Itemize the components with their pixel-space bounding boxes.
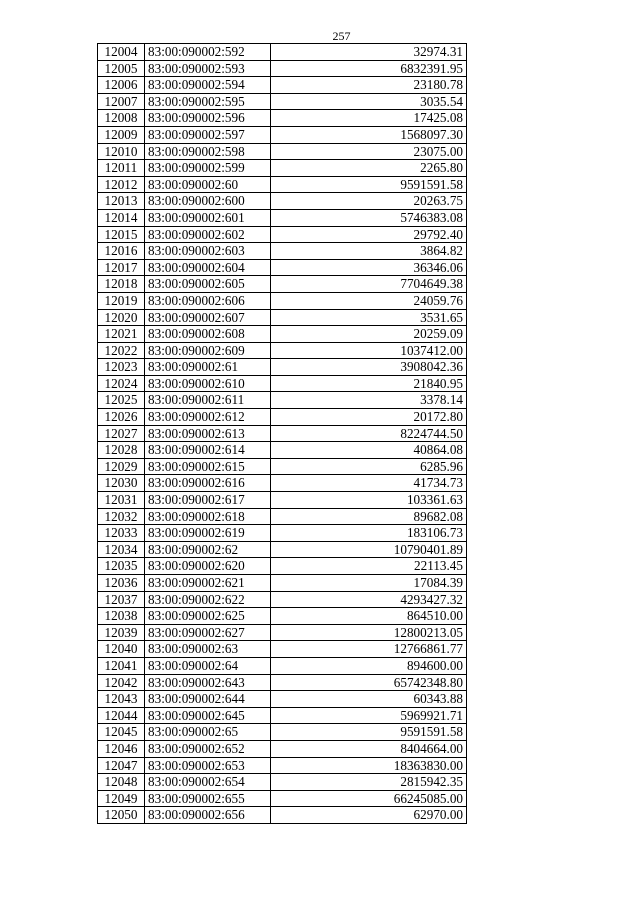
table-row (98, 209, 467, 226)
cadastral-number-cell: 83:00:090002:594 (145, 77, 271, 94)
row-number-cell: 12025 (98, 392, 145, 409)
row-number-cell: 12034 (98, 541, 145, 558)
table-row (98, 525, 467, 542)
cadastral-number-cell: 83:00:090002:613 (145, 425, 271, 442)
table-row (98, 292, 467, 309)
cadastral-value-cell: 17425.08 (271, 110, 467, 127)
table-row (98, 608, 467, 625)
cadastral-value-cell: 62970.00 (271, 807, 467, 824)
table-row (98, 691, 467, 708)
table-row (98, 259, 467, 276)
table-row (98, 475, 467, 492)
cadastral-number-cell: 83:00:090002:592 (145, 44, 271, 61)
row-number-cell: 12030 (98, 475, 145, 492)
row-number-cell: 12033 (98, 525, 145, 542)
table-row (98, 342, 467, 359)
cadastral-number-cell: 83:00:090002:598 (145, 143, 271, 160)
table-row (98, 176, 467, 193)
row-number-cell: 12037 (98, 591, 145, 608)
cadastral-value-cell: 40864.08 (271, 442, 467, 459)
table-row (98, 93, 467, 110)
cadastral-number-cell: 83:00:090002:653 (145, 757, 271, 774)
table-row (98, 326, 467, 343)
cadastral-value-cell: 29792.40 (271, 226, 467, 243)
cadastral-value-cell: 21840.95 (271, 375, 467, 392)
cadastral-value-cell: 9591591.58 (271, 176, 467, 193)
row-number-cell: 12038 (98, 608, 145, 625)
row-number-cell: 12006 (98, 77, 145, 94)
table-row (98, 740, 467, 757)
table-body (98, 44, 467, 824)
cadastral-number-cell: 83:00:090002:604 (145, 259, 271, 276)
row-number-cell: 12035 (98, 558, 145, 575)
table-row (98, 309, 467, 326)
row-number-cell: 12022 (98, 342, 145, 359)
table-row (98, 60, 467, 77)
table-row (98, 807, 467, 824)
table-row (98, 392, 467, 409)
cadastral-value-cell: 12800213.05 (271, 624, 467, 641)
row-number-cell: 12010 (98, 143, 145, 160)
table-row (98, 425, 467, 442)
row-number-cell: 12026 (98, 409, 145, 426)
cadastral-value-cell: 24059.76 (271, 292, 467, 309)
cadastral-number-cell: 83:00:090002:65 (145, 724, 271, 741)
row-number-cell: 12020 (98, 309, 145, 326)
cadastral-number-cell: 83:00:090002:616 (145, 475, 271, 492)
row-number-cell: 12011 (98, 160, 145, 177)
row-number-cell: 12047 (98, 757, 145, 774)
cadastral-number-cell: 83:00:090002:597 (145, 126, 271, 143)
table-row (98, 724, 467, 741)
cadastral-number-cell: 83:00:090002:619 (145, 525, 271, 542)
cadastral-number-cell: 83:00:090002:620 (145, 558, 271, 575)
row-number-cell: 12027 (98, 425, 145, 442)
cadastral-number-cell: 83:00:090002:615 (145, 458, 271, 475)
row-number-cell: 12042 (98, 674, 145, 691)
cadastral-number-cell: 83:00:090002:596 (145, 110, 271, 127)
cadastral-value-cell: 1037412.00 (271, 342, 467, 359)
table-row (98, 110, 467, 127)
row-number-cell: 12018 (98, 276, 145, 293)
table-row (98, 143, 467, 160)
row-number-cell: 12039 (98, 624, 145, 641)
cadastral-value-cell: 3908042.36 (271, 359, 467, 376)
cadastral-number-cell: 83:00:090002:63 (145, 641, 271, 658)
table-row (98, 442, 467, 459)
table-row (98, 624, 467, 641)
table-row (98, 591, 467, 608)
table-row (98, 657, 467, 674)
cadastral-number-cell: 83:00:090002:654 (145, 774, 271, 791)
cadastral-value-cell: 9591591.58 (271, 724, 467, 741)
table-row (98, 375, 467, 392)
row-number-cell: 12007 (98, 93, 145, 110)
cadastral-value-cell: 2815942.35 (271, 774, 467, 791)
row-number-cell: 12021 (98, 326, 145, 343)
cadastral-number-cell: 83:00:090002:605 (145, 276, 271, 293)
table-row (98, 44, 467, 61)
row-number-cell: 12009 (98, 126, 145, 143)
cadastral-number-cell: 83:00:090002:645 (145, 707, 271, 724)
cadastral-value-cell: 23180.78 (271, 77, 467, 94)
row-number-cell: 12017 (98, 259, 145, 276)
table-row (98, 575, 467, 592)
cadastral-number-cell: 83:00:090002:612 (145, 409, 271, 426)
cadastral-number-cell: 83:00:090002:609 (145, 342, 271, 359)
row-number-cell: 12036 (98, 575, 145, 592)
row-number-cell: 12043 (98, 691, 145, 708)
cadastral-number-cell: 83:00:090002:625 (145, 608, 271, 625)
table-row (98, 707, 467, 724)
table-row (98, 674, 467, 691)
cadastral-number-cell: 83:00:090002:595 (145, 93, 271, 110)
cadastral-value-table (97, 43, 467, 824)
cadastral-value-cell: 41734.73 (271, 475, 467, 492)
row-number-cell: 12023 (98, 359, 145, 376)
table-row (98, 641, 467, 658)
cadastral-value-cell: 32974.31 (271, 44, 467, 61)
cadastral-number-cell: 83:00:090002:611 (145, 392, 271, 409)
cadastral-number-cell: 83:00:090002:60 (145, 176, 271, 193)
cadastral-number-cell: 83:00:090002:652 (145, 740, 271, 757)
row-number-cell: 12048 (98, 774, 145, 791)
table-row (98, 409, 467, 426)
row-number-cell: 12028 (98, 442, 145, 459)
cadastral-value-cell: 20259.09 (271, 326, 467, 343)
cadastral-value-cell: 5746383.08 (271, 209, 467, 226)
row-number-cell: 12029 (98, 458, 145, 475)
cadastral-value-cell: 8404664.00 (271, 740, 467, 757)
cadastral-value-cell: 7704649.38 (271, 276, 467, 293)
cadastral-number-cell: 83:00:090002:599 (145, 160, 271, 177)
row-number-cell: 12046 (98, 740, 145, 757)
cadastral-value-cell: 3035.54 (271, 93, 467, 110)
row-number-cell: 12016 (98, 243, 145, 260)
cadastral-number-cell: 83:00:090002:603 (145, 243, 271, 260)
cadastral-value-cell: 17084.39 (271, 575, 467, 592)
cadastral-number-cell: 83:00:090002:614 (145, 442, 271, 459)
cadastral-number-cell: 83:00:090002:600 (145, 193, 271, 210)
table-row (98, 757, 467, 774)
cadastral-value-cell: 3864.82 (271, 243, 467, 260)
table-row (98, 193, 467, 210)
cadastral-value-cell: 3378.14 (271, 392, 467, 409)
row-number-cell: 12049 (98, 790, 145, 807)
cadastral-value-cell: 60343.88 (271, 691, 467, 708)
cadastral-number-cell: 83:00:090002:621 (145, 575, 271, 592)
row-number-cell: 12015 (98, 226, 145, 243)
cadastral-number-cell: 83:00:090002:622 (145, 591, 271, 608)
cadastral-number-cell: 83:00:090002:627 (145, 624, 271, 641)
table-row (98, 790, 467, 807)
cadastral-number-cell: 83:00:090002:64 (145, 657, 271, 674)
row-number-cell: 12032 (98, 508, 145, 525)
cadastral-value-cell: 20172.80 (271, 409, 467, 426)
cadastral-number-cell: 83:00:090002:61 (145, 359, 271, 376)
cadastral-value-cell: 18363830.00 (271, 757, 467, 774)
table-row (98, 126, 467, 143)
table-row (98, 492, 467, 509)
table-row (98, 276, 467, 293)
table-row (98, 558, 467, 575)
cadastral-value-cell: 5969921.71 (271, 707, 467, 724)
cadastral-value-cell: 2265.80 (271, 160, 467, 177)
row-number-cell: 12031 (98, 492, 145, 509)
cadastral-number-cell: 83:00:090002:606 (145, 292, 271, 309)
row-number-cell: 12014 (98, 209, 145, 226)
cadastral-value-cell: 894600.00 (271, 657, 467, 674)
cadastral-value-cell: 10790401.89 (271, 541, 467, 558)
cadastral-value-cell: 66245085.00 (271, 790, 467, 807)
row-number-cell: 12012 (98, 176, 145, 193)
table-row (98, 541, 467, 558)
cadastral-value-cell: 864510.00 (271, 608, 467, 625)
table-row (98, 77, 467, 94)
table-row (98, 160, 467, 177)
cadastral-number-cell: 83:00:090002:62 (145, 541, 271, 558)
cadastral-value-cell: 1568097.30 (271, 126, 467, 143)
table-row (98, 359, 467, 376)
cadastral-value-cell: 36346.06 (271, 259, 467, 276)
cadastral-value-cell: 22113.45 (271, 558, 467, 575)
cadastral-value-cell: 65742348.80 (271, 674, 467, 691)
row-number-cell: 12019 (98, 292, 145, 309)
table-row (98, 774, 467, 791)
row-number-cell: 12050 (98, 807, 145, 824)
row-number-cell: 12044 (98, 707, 145, 724)
row-number-cell: 12024 (98, 375, 145, 392)
cadastral-number-cell: 83:00:090002:655 (145, 790, 271, 807)
row-number-cell: 12013 (98, 193, 145, 210)
cadastral-value-cell: 23075.00 (271, 143, 467, 160)
row-number-cell: 12008 (98, 110, 145, 127)
cadastral-value-cell: 3531.65 (271, 309, 467, 326)
cadastral-number-cell: 83:00:090002:593 (145, 60, 271, 77)
cadastral-value-cell: 20263.75 (271, 193, 467, 210)
cadastral-number-cell: 83:00:090002:601 (145, 209, 271, 226)
cadastral-number-cell: 83:00:090002:602 (145, 226, 271, 243)
cadastral-number-cell: 83:00:090002:656 (145, 807, 271, 824)
table-row (98, 226, 467, 243)
cadastral-number-cell: 83:00:090002:617 (145, 492, 271, 509)
cadastral-number-cell: 83:00:090002:610 (145, 375, 271, 392)
cadastral-value-cell: 12766861.77 (271, 641, 467, 658)
cadastral-number-cell: 83:00:090002:607 (145, 309, 271, 326)
table-row (98, 458, 467, 475)
cadastral-value-cell: 89682.08 (271, 508, 467, 525)
table-row (98, 243, 467, 260)
cadastral-value-cell: 103361.63 (271, 492, 467, 509)
cadastral-value-cell: 183106.73 (271, 525, 467, 542)
row-number-cell: 12040 (98, 641, 145, 658)
cadastral-number-cell: 83:00:090002:608 (145, 326, 271, 343)
row-number-cell: 12041 (98, 657, 145, 674)
cadastral-number-cell: 83:00:090002:643 (145, 674, 271, 691)
cadastral-value-cell: 4293427.32 (271, 591, 467, 608)
table-row (98, 508, 467, 525)
cadastral-number-cell: 83:00:090002:618 (145, 508, 271, 525)
cadastral-value-cell: 8224744.50 (271, 425, 467, 442)
cadastral-value-cell: 6285.96 (271, 458, 467, 475)
row-number-cell: 12005 (98, 60, 145, 77)
cadastral-number-cell: 83:00:090002:644 (145, 691, 271, 708)
cadastral-value-cell: 6832391.95 (271, 60, 467, 77)
page-number: 257 (332, 29, 351, 43)
row-number-cell: 12004 (98, 44, 145, 61)
row-number-cell: 12045 (98, 724, 145, 741)
